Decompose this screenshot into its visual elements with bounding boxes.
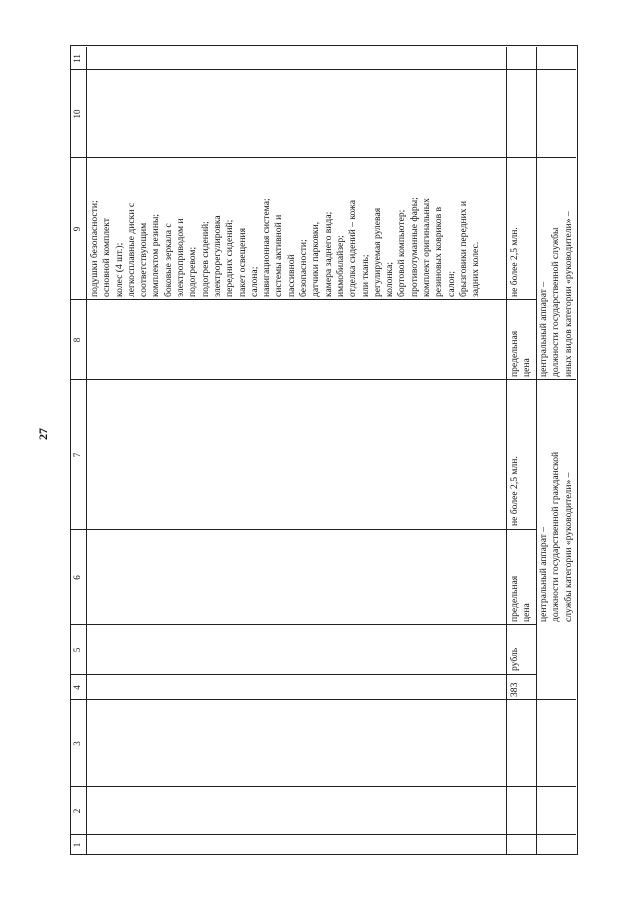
equipment-item: отделка сидений – кожа bbox=[347, 200, 359, 297]
equipment-item: подогревом; bbox=[187, 246, 199, 297]
column-header-7: 7 bbox=[72, 452, 82, 458]
column-divider bbox=[70, 674, 536, 675]
column-header-9: 9 bbox=[72, 226, 82, 232]
equipment-item: колес (4 шт.); bbox=[113, 242, 125, 297]
column-divider bbox=[70, 786, 576, 787]
equipment-item: задних колес. bbox=[470, 241, 482, 297]
column-divider bbox=[70, 624, 536, 625]
section-line: центральный аппарат – bbox=[538, 281, 549, 377]
equipment-item: бортовой компьютер; bbox=[396, 209, 408, 297]
equipment-item: безопасности; bbox=[298, 239, 310, 297]
equipment-item: салона; bbox=[248, 266, 260, 297]
section-line: иных видов категории «руководители» – bbox=[562, 211, 574, 377]
column-header-3: 3 bbox=[72, 741, 82, 746]
equipment-item: брызговики передних и bbox=[457, 200, 469, 297]
equipment-item: камера заднего вида; bbox=[322, 211, 334, 297]
section-line: должности государственной гражданской bbox=[550, 451, 562, 622]
page-number: 27 bbox=[36, 428, 50, 440]
equipment-item: подогрев сидений; bbox=[199, 221, 211, 297]
equipment-item: боковые зеркала с bbox=[162, 223, 174, 297]
column-divider bbox=[70, 834, 576, 835]
column-divider bbox=[70, 379, 576, 380]
price-type-line: предельная bbox=[509, 330, 520, 377]
equipment-item: электрорегулировка bbox=[211, 215, 223, 297]
equipment-item: электроприводом и bbox=[175, 218, 187, 297]
price-type-line: цена bbox=[521, 603, 533, 622]
equipment-item: комплект оригинальных bbox=[421, 198, 433, 297]
price-type-line: цена bbox=[521, 358, 533, 377]
column-divider bbox=[70, 299, 536, 300]
equipment-item: резиновых ковриков в bbox=[433, 206, 445, 297]
equipment-item: датчики парковки, bbox=[310, 221, 322, 297]
column-header-8: 8 bbox=[72, 337, 82, 343]
column-divider bbox=[70, 157, 576, 158]
equipment-item: регулируемая рулевая bbox=[371, 207, 383, 297]
unit-label: рубль bbox=[509, 647, 520, 671]
equipment-item: колонка; bbox=[384, 261, 396, 297]
section-line: службы категории «руководители» – bbox=[562, 472, 574, 622]
column-divider bbox=[70, 529, 536, 530]
rotated-table bbox=[70, 45, 578, 855]
column-header-6: 6 bbox=[72, 575, 82, 580]
price-value-col7: не более 2,5 млн. bbox=[509, 456, 520, 526]
equipment-list bbox=[89, 197, 483, 297]
equipment-item: основной комплект bbox=[101, 218, 113, 297]
equipment-item: салон; bbox=[445, 270, 457, 297]
row-code: 383 bbox=[509, 682, 520, 697]
header-divider bbox=[86, 47, 87, 855]
price-type-col6 bbox=[509, 576, 534, 622]
column-header-5: 5 bbox=[72, 647, 82, 653]
price-type-col8 bbox=[509, 331, 534, 377]
column-header-11: 11 bbox=[72, 54, 82, 63]
equipment-item: пассивной bbox=[285, 254, 297, 297]
column-header-4: 4 bbox=[72, 685, 82, 690]
section-heading-right bbox=[538, 211, 575, 377]
column-header-10: 10 bbox=[72, 109, 82, 119]
equipment-item: противотуманные фары; bbox=[408, 197, 420, 297]
column-divider bbox=[70, 69, 576, 70]
equipment-item: подушки безопасности; bbox=[89, 200, 100, 297]
section-line: должности государственной службы bbox=[550, 227, 562, 377]
equipment-item: системы активной и bbox=[273, 214, 285, 297]
equipment-item: или ткань; bbox=[359, 254, 371, 297]
table-border bbox=[70, 45, 578, 855]
price-type-line: предельная bbox=[509, 575, 520, 622]
equipment-item: комплектом резины; bbox=[150, 213, 162, 297]
column-header-2: 2 bbox=[72, 808, 82, 814]
equipment-item: легкосплавные диски с bbox=[125, 202, 137, 297]
equipment-item: иммобилайзер; bbox=[334, 235, 346, 297]
row-divider bbox=[536, 47, 537, 855]
section-heading-left bbox=[538, 452, 575, 622]
equipment-item: передних сидений; bbox=[224, 219, 236, 297]
section-line: центральный аппарат – bbox=[538, 526, 549, 622]
equipment-item: навигационная система; bbox=[261, 198, 273, 297]
row-divider bbox=[506, 47, 507, 855]
price-value-col9: не более 2,5 млн. bbox=[509, 227, 520, 297]
column-header-1: 1 bbox=[72, 842, 82, 848]
column-divider bbox=[70, 699, 576, 700]
equipment-item: пакет освещения bbox=[236, 227, 248, 297]
equipment-item: соответствующим bbox=[138, 222, 150, 297]
